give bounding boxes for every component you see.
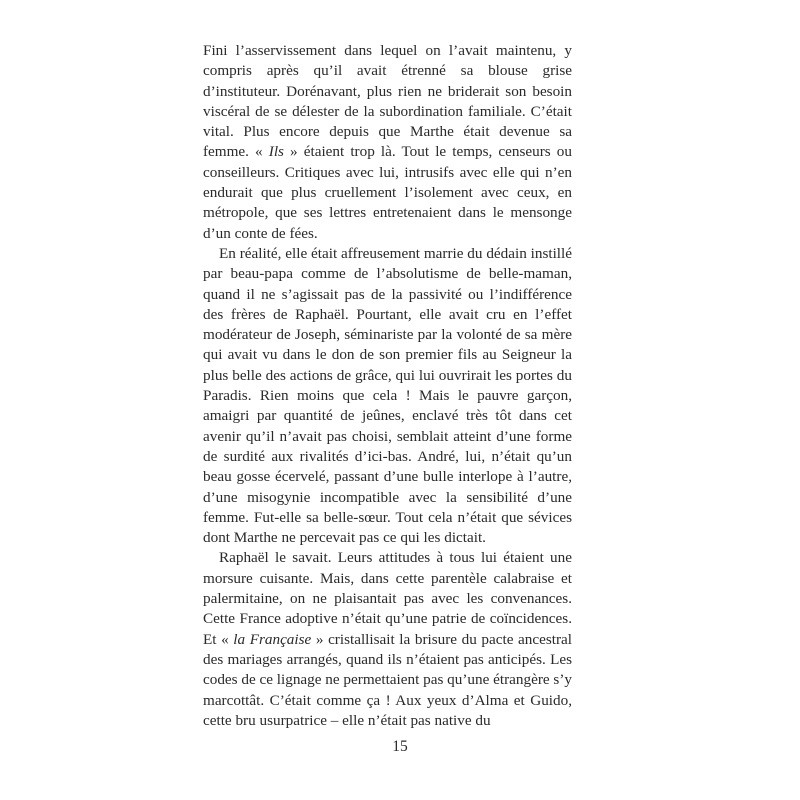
italic-text-run: Ils (268, 143, 284, 161)
body-text (203, 41, 572, 731)
text-run: » étaient trop là. Tout le temps, censeurs ou conseilleurs. Critiques avec lui, intrusifs avec elle qui n’en endurait que plus cruellement l’isolement avec ceux, en métropole, que ses lettres entretenaient dans le mensonge d’un conte de fées. (203, 143, 572, 242)
italic-text-run: la Française (233, 630, 312, 648)
text-run: En réalité, elle était affreusement marrie du dédain instillé par beau-papa comme de l’absolutisme de belle-maman, quand il ne s’agissait pas de la passivité ou l’indifférence des frères de Raphaël. Pourtant, elle avait cru en l’effet modérateur de Joseph, séminariste par la volonté de sa mère qui avait vu dans le don de son premier fils au Seigneur la plus belle des actions de grâce, qui lui ouvrirait les portes du Paradis. Rien moins que cela ! Mais le pauvre garçon, amaigri par quantité de jeûnes, enclavé très tôt dans cet avenir qu’il n’avait pas choisi, semblait atteint d’une forme de surdité aux rivalités d’ici-bas. André, lui, n’était qu’un beau gosse écervelé, passant d’une bulle interlope à l’autre, d’une misogynie incompatible avec la sensibilité d’une femme. Fut-elle sa belle-sœur. Tout cela n’était que sévices dont Marthe ne percevait pas ce qui les dictait. (203, 244, 572, 547)
paragraph-3 (203, 548, 572, 731)
paragraph-1 (203, 41, 572, 244)
text-run: » cristallisait la brisure du pacte ancestral des mariages arrangés, quand ils n’étaient pas anticipés. Les codes de ce lignage ne permettaient pas qu’une étrangère s’y marcottât. C’était comme ça ! Aux yeux d’Alma et Guido, cette bru usurpatrice – elle n’était pas native du (203, 630, 572, 729)
text-run: Fini l’asservissement dans lequel on l’avait maintenu, y compris après qu’il avait étrenné sa blouse grise d’instituteur. Dorénavant, plus rien ne briderait son besoin viscéral de se délester de la subordination familiale. C’était vital. Plus encore depuis que Marthe était devenue sa femme. « (203, 42, 572, 161)
paragraph-2 (203, 244, 572, 548)
page-number: 15 (392, 738, 408, 755)
text-run: Raphaël le savait. Leurs attitudes à tous lui étaient une morsure cuisante. Mais, dans cette parentèle calabraise et palermitaine, on ne plaisantait pas avec les convenances. Cette France adoptive n’était qu’une patrie de coïncidences. Et « (203, 549, 572, 648)
